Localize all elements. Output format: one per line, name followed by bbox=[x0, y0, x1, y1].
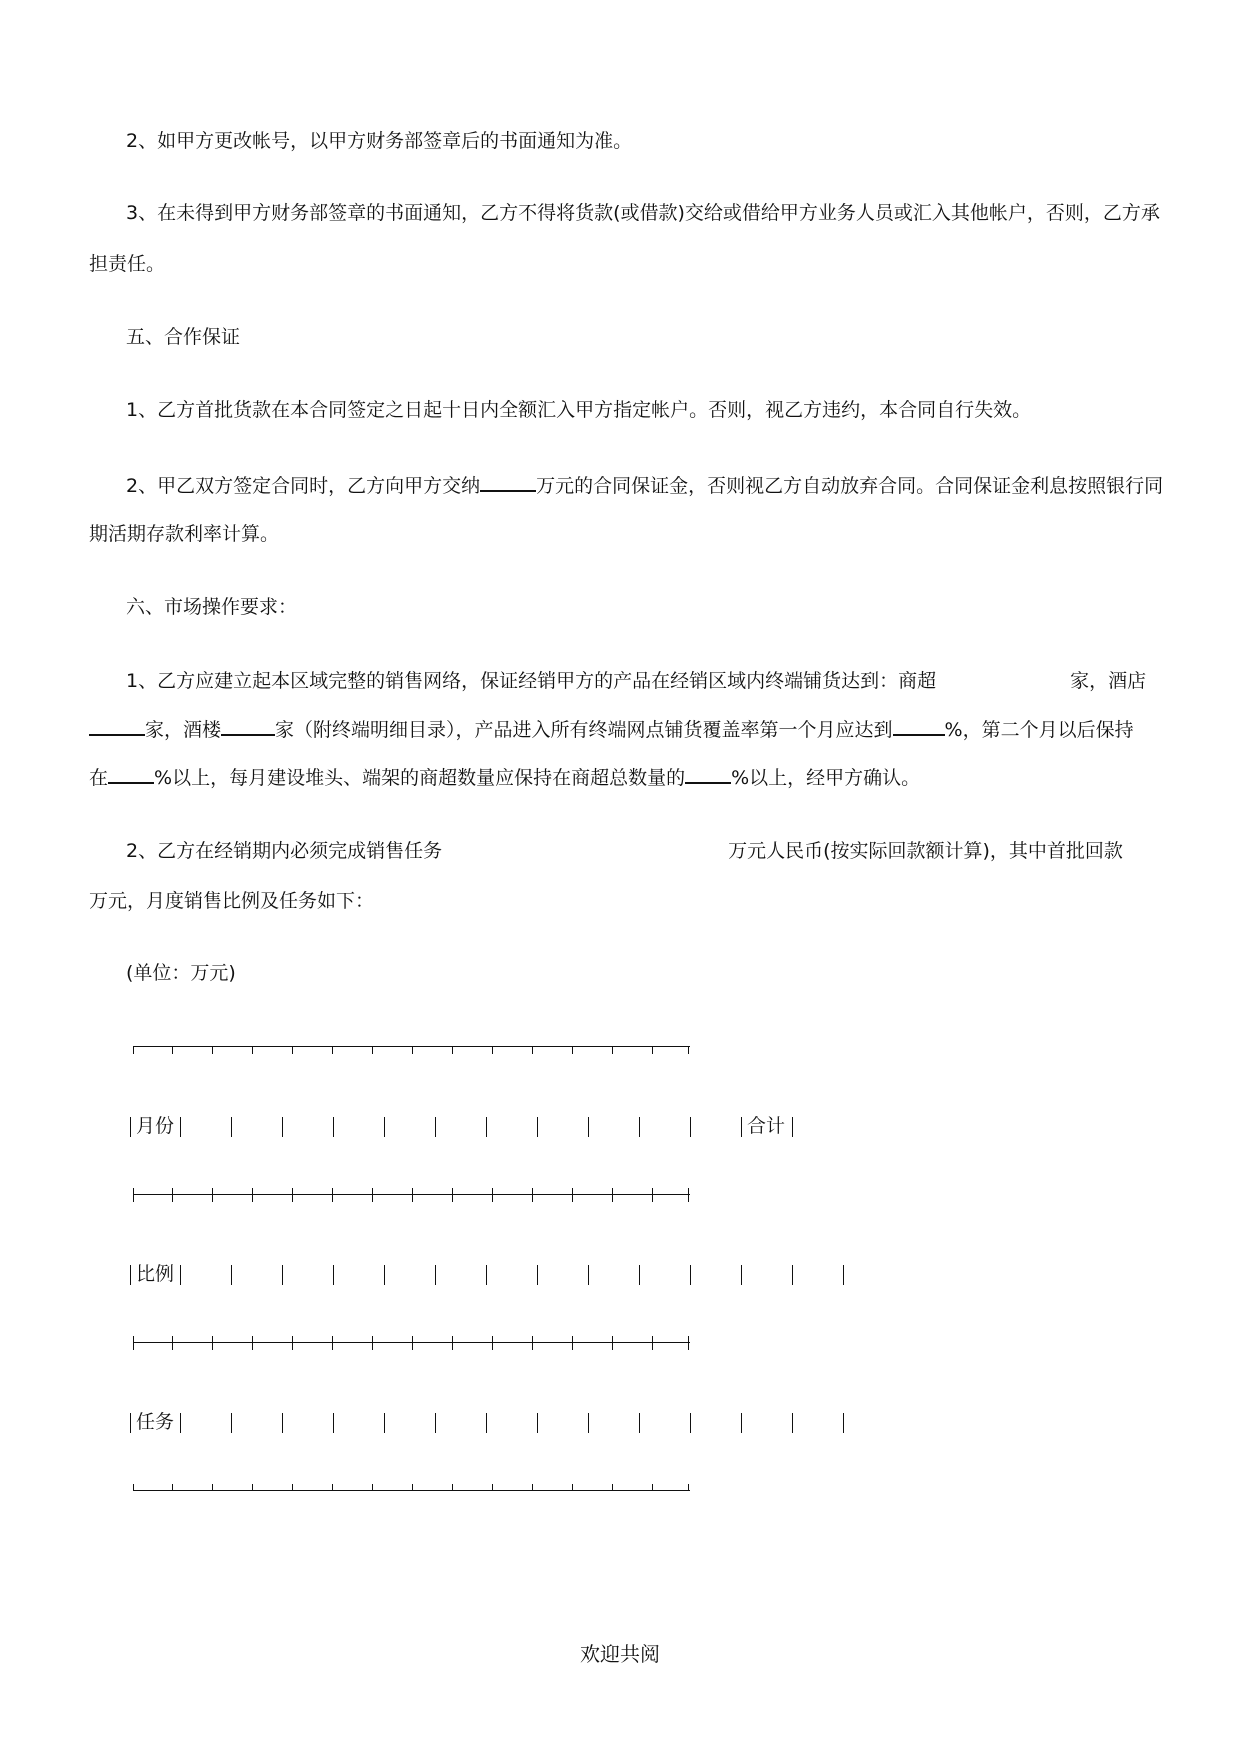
clause-text: 1、乙方应建立起本区域完整的销售网络，保证经销甲方的产品在经销区域内终端铺货达到：商超 bbox=[126, 670, 937, 692]
section-5-clause-2-line-1 bbox=[126, 472, 1163, 499]
clause-text: %以上，经甲方确认。 bbox=[731, 767, 921, 789]
display-ratio-blank bbox=[685, 764, 731, 784]
section-6-heading: 六、市场操作要求： bbox=[126, 596, 298, 618]
table-row-month bbox=[130, 1113, 850, 1139]
page-footer: 欢迎共阅 bbox=[580, 1642, 660, 1666]
table-divider-2 bbox=[133, 1336, 690, 1350]
clause-text: 家（附终端明细目录），产品进入所有终端网点铺货覆盖率第一个月应达到 bbox=[275, 719, 893, 741]
later-coverage-blank bbox=[108, 764, 154, 784]
clause-3-line-1: 3、在未得到甲方财务部签章的书面通知，乙方不得将货款(或借款)交给或借给甲方业务人员或汇入其他帐户，否则，乙方承 bbox=[126, 202, 1160, 224]
table-row-ratio bbox=[130, 1261, 850, 1287]
clause-text: 2、甲乙双方签定合同时，乙方向甲方交纳 bbox=[126, 475, 481, 497]
section-6-clause-2-line-2: 万元，月度销售比例及任务如下： bbox=[89, 890, 375, 912]
clause-text: 在 bbox=[89, 767, 109, 789]
clause-text: %，第二个月以后保持 bbox=[944, 719, 1134, 741]
section-5-heading: 五、合作保证 bbox=[126, 326, 241, 348]
section-6-clause-1-line-1 bbox=[126, 668, 1146, 694]
section-6-clause-1-line-3 bbox=[89, 764, 920, 791]
section-5-clause-2-line-2: 期活期存款利率计算。 bbox=[89, 523, 280, 545]
row-label-month: 月份 bbox=[136, 1115, 175, 1137]
hotel-count-blank bbox=[89, 716, 145, 736]
clause-3-line-2: 担责任。 bbox=[89, 253, 166, 275]
clause-2-account-change: 2、如甲方更改帐号，以甲方财务部签章后的书面通知为准。 bbox=[126, 130, 633, 152]
clause-text: 家，酒店 bbox=[1070, 670, 1147, 692]
deposit-blank bbox=[480, 472, 536, 492]
clause-text: 万元的合同保证金，否则视乙方自动放弃合同。合同保证金利息按照银行同 bbox=[536, 475, 1164, 497]
clause-text: 2、乙方在经销期内必须完成销售任务 bbox=[126, 840, 443, 862]
restaurant-count-blank bbox=[221, 716, 275, 736]
clause-text: %以上，每月建设堆头、端架的商超数量应保持在商超总数量的 bbox=[154, 767, 686, 789]
clause-text: 家，酒楼 bbox=[145, 719, 222, 741]
table-bottom-border bbox=[133, 1484, 690, 1498]
unit-note: (单位：万元) bbox=[126, 962, 236, 984]
section-5-clause-1: 1、乙方首批货款在本合同签定之日起十日内全额汇入甲方指定帐户。否则，视乙方违约，本合同自行失效。 bbox=[126, 399, 1032, 421]
clause-text: 万元人民币(按实际回款额计算)，其中首批回款 bbox=[728, 840, 1123, 862]
table-top-border bbox=[133, 1040, 690, 1054]
section-6-clause-2-line-1 bbox=[126, 838, 1123, 864]
table-divider-1 bbox=[133, 1188, 690, 1202]
table-row-task bbox=[130, 1409, 850, 1435]
column-total-header: 合计 bbox=[747, 1115, 786, 1137]
row-label-ratio: 比例 bbox=[136, 1263, 175, 1285]
row-label-task: 任务 bbox=[136, 1411, 175, 1433]
section-6-clause-1-line-2 bbox=[89, 716, 1134, 743]
first-month-coverage-blank bbox=[893, 716, 945, 736]
